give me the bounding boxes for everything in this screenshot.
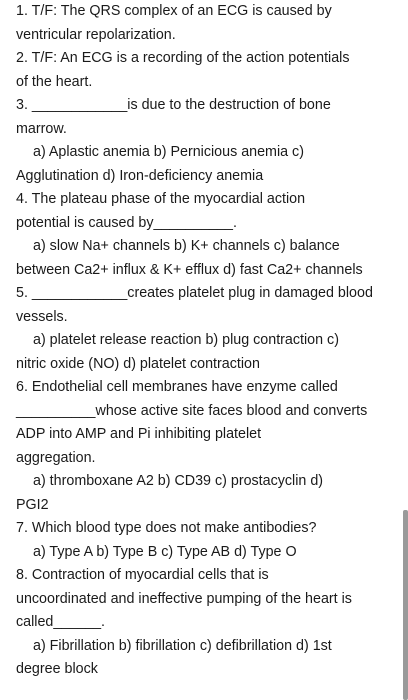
q3-line-2: marrow. (16, 120, 67, 137)
q4-line-1: 4. The plateau phase of the myocardial action (16, 191, 306, 207)
q1-line-2: ventricular repolarization. (16, 26, 176, 43)
q5-options-line-2: nitric oxide (NO) d) platelet contraction (16, 355, 260, 372)
q8-options-line-2: degree block (16, 661, 98, 677)
q7-options-line-1: a) Type A b) Type B c) Type AB d) Type O (33, 543, 297, 560)
q7-line-1: 7. Which blood type does not make antibodies? (16, 520, 317, 536)
q5-options-line-1: a) platelet release reaction b) plug contraction c) (33, 332, 339, 348)
q3-options-line-2: Agglutination d) Iron-deficiency anemia (16, 167, 264, 184)
q4-options-line-1: a) slow Na+ channels b) K+ channels c) balance (33, 238, 340, 254)
quiz-document (16, 0, 400, 682)
q6-line-1: 6. Endothelial cell membranes have enzyme called (16, 379, 338, 395)
q8-options-line-1: a) Fibrillation b) fibrillation c) defibrillation d) 1st (33, 637, 332, 654)
q2-line-2: of the heart. (16, 73, 93, 90)
q6-line-3: ADP into AMP and Pi inhibiting platelet (16, 426, 262, 442)
scrollbar[interactable] (403, 510, 408, 700)
q6-line-4: aggregation. (16, 449, 96, 466)
q6-options-line-2: PGI2 (16, 496, 49, 513)
q4-options-line-2: between Ca2+ influx & K+ efflux d) fast Ca2+ channels (16, 261, 363, 278)
q3-line-1: 3. ____________is due to the destruction of bone (16, 97, 331, 113)
q6-line-2: __________whose active site faces blood and converts (16, 402, 368, 419)
q1-line-1: 1. T/F: The QRS complex of an ECG is caused by (16, 3, 332, 19)
q8-line-1: 8. Contraction of myocardial cells that is (16, 567, 269, 583)
q8-line-2: uncoordinated and ineffective pumping of the heart is (16, 590, 352, 607)
q6-options-line-1: a) thromboxane A2 b) CD39 c) prostacyclin d) (33, 473, 324, 489)
q4-line-2: potential is caused by__________. (16, 214, 237, 231)
q2-line-1: 2. T/F: An ECG is a recording of the action potentials (16, 50, 350, 66)
q8-line-3: called______. (16, 614, 106, 630)
q5-line-1: 5. ____________creates platelet plug in damaged blood (16, 285, 373, 301)
q3-options-line-1: a) Aplastic anemia b) Pernicious anemia c) (33, 144, 304, 160)
q5-line-2: vessels. (16, 308, 68, 325)
